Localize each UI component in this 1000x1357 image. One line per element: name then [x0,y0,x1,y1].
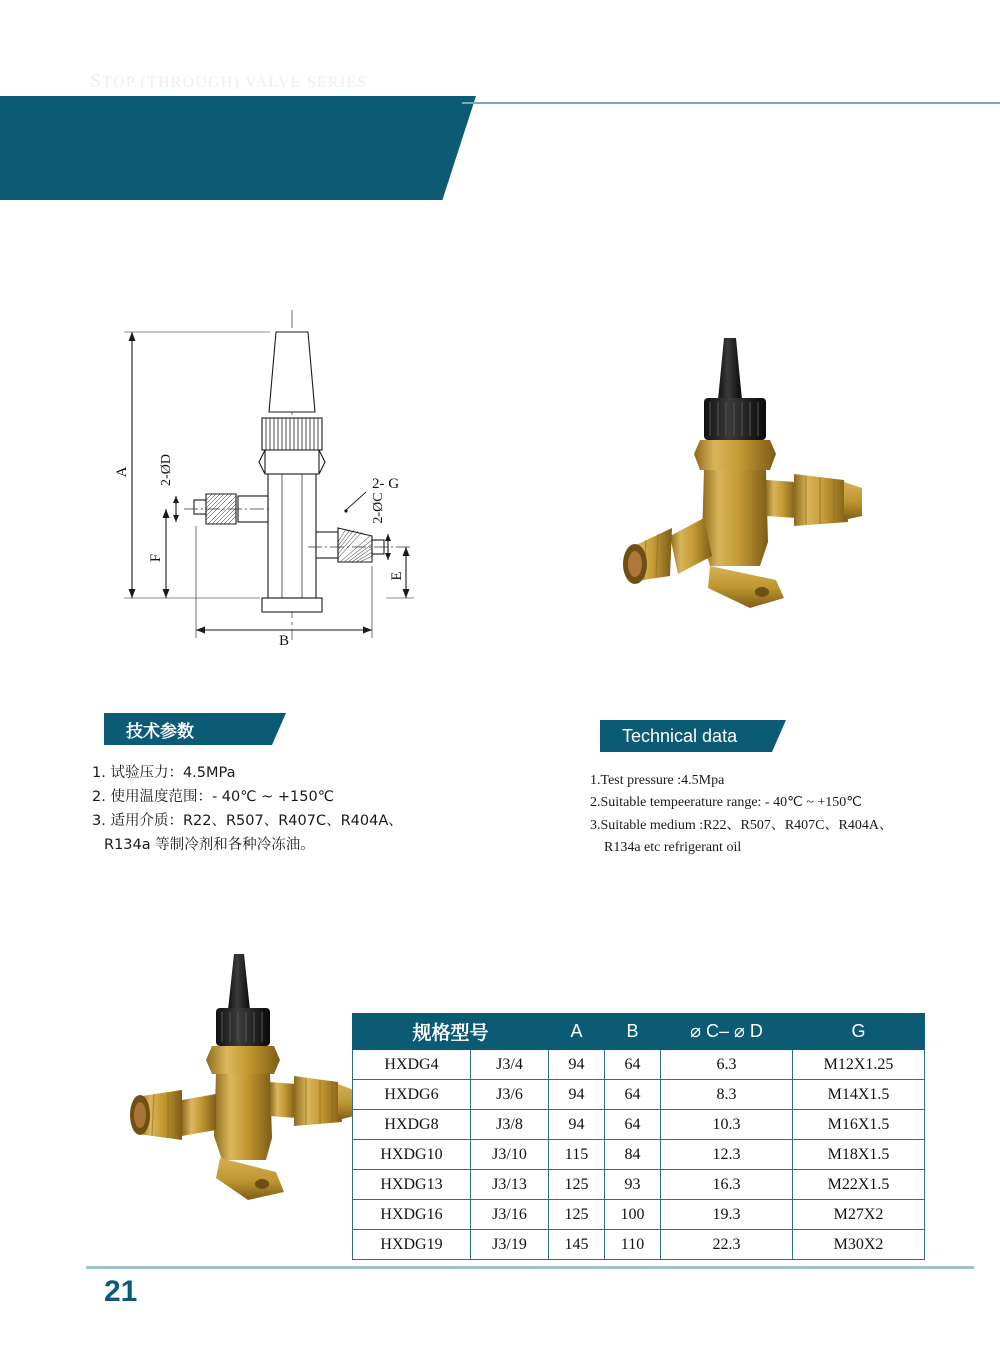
table-header-b: B [605,1014,661,1050]
table-cell-a: 94 [549,1110,605,1140]
page-title-english-rest: TOP (THROUGH) VALVE SERIES [102,74,368,91]
spec-cn-line-4: R134a 等制冷剂和各种冷冻油。 [104,836,315,853]
table-row [353,1200,925,1230]
table-cell-code: J3/4 [471,1050,549,1080]
valve-photo-lower [120,950,380,1245]
table-cell-cd: 10.3 [661,1110,793,1140]
spec-list-chinese [92,762,512,858]
table-cell-a: 125 [549,1200,605,1230]
dim-label-2g: 2- G [372,476,400,492]
table-cell-code: J3/13 [471,1170,549,1200]
table-header-model: 规格型号 [353,1014,549,1050]
table-cell-code: J3/8 [471,1110,549,1140]
table-row [353,1050,925,1080]
table-cell-b: 110 [605,1230,661,1260]
banner-technical-data-en: Technical data [600,720,772,752]
valve-photo-upper [600,330,900,675]
table-cell-code: J3/19 [471,1230,549,1260]
table-cell-b: 93 [605,1170,661,1200]
page-header [0,96,1000,200]
dim-label-2oc: 2-ØC [371,492,386,524]
table-cell-cd: 22.3 [661,1230,793,1260]
header-color-block [0,96,420,200]
table-cell-a: 115 [549,1140,605,1170]
table-cell-model: HXDG6 [353,1080,471,1110]
table-header-cd: ⌀ C– ⌀ D [661,1014,793,1050]
table-cell-cd: 16.3 [661,1170,793,1200]
table-row [353,1080,925,1110]
table-row [353,1230,925,1260]
table-cell-a: 145 [549,1230,605,1260]
spec-list-english [590,770,990,860]
table-cell-b: 64 [605,1050,661,1080]
table-cell-g: M18X1.5 [793,1140,925,1170]
table-header-row [353,1014,925,1050]
page-title-english [90,70,367,93]
table-cell-b: 100 [605,1200,661,1230]
table-cell-model: HXDG19 [353,1230,471,1260]
spec-en-line-1: 1.Test pressure :4.5Mpa [590,773,725,788]
banner-technical-parameters-cn: 技术参数 [104,713,272,745]
dim-label-f: F [148,553,164,563]
table-cell-model: HXDG13 [353,1170,471,1200]
table-cell-code: J3/6 [471,1080,549,1110]
table-cell-model: HXDG8 [353,1110,471,1140]
table-header-g: G [793,1014,925,1050]
dim-label-2od: 2-ØD [159,454,174,486]
table-cell-cd: 12.3 [661,1140,793,1170]
valve-technical-drawing [110,300,470,665]
table-cell-b: 64 [605,1110,661,1140]
header-thin-rule [462,102,1000,104]
table-cell-code: J3/16 [471,1200,549,1230]
dim-label-a: A [114,466,130,478]
table-cell-a: 94 [549,1050,605,1080]
table-row [353,1110,925,1140]
page-number: 21 [104,1275,138,1308]
specification-table [352,1013,925,1260]
table-cell-a: 94 [549,1080,605,1110]
table-cell-a: 125 [549,1170,605,1200]
table-row [353,1140,925,1170]
table-cell-g: M12X1.25 [793,1050,925,1080]
header-angled-tail [420,96,476,200]
table-cell-g: M14X1.5 [793,1080,925,1110]
table-cell-g: M22X1.5 [793,1170,925,1200]
page-title-english-initial: S [90,70,103,92]
spec-en-line-4: R134a etc refrigerant oil [604,840,742,856]
spec-cn-line-2: 2. 使用温度范围：- 40℃ ~ +150℃ [92,788,334,805]
page-title-chinese: 中止（直通）阀系列 [88,26,422,66]
spec-cn-line-1: 1. 试验压力：4.5MPa [92,765,236,781]
table-cell-cd: 6.3 [661,1050,793,1080]
table-cell-model: HXDG4 [353,1050,471,1080]
table-cell-model: HXDG10 [353,1140,471,1170]
table-cell-b: 84 [605,1140,661,1170]
spec-en-line-2: 2.Suitable tempeerature range: - 40℃ ~ +150℃ [590,795,863,811]
spec-cn-line-3: 3. 适用介质：R22、R507、R407C、R404A、 [92,812,403,829]
dim-label-e: E [389,571,405,581]
footer-rule [86,1266,974,1269]
dim-label-b: B [278,633,290,649]
table-cell-g: M30X2 [793,1230,925,1260]
spec-en-line-3: 3.Suitable medium :R22、R507、R407C、R404A、 [590,817,893,833]
table-cell-model: HXDG16 [353,1200,471,1230]
table-cell-g: M27X2 [793,1200,925,1230]
table-cell-code: J3/10 [471,1140,549,1170]
table-cell-b: 64 [605,1080,661,1110]
table-cell-cd: 19.3 [661,1200,793,1230]
table-row [353,1170,925,1200]
table-cell-cd: 8.3 [661,1080,793,1110]
table-cell-g: M16X1.5 [793,1110,925,1140]
table-header-a: A [549,1014,605,1050]
